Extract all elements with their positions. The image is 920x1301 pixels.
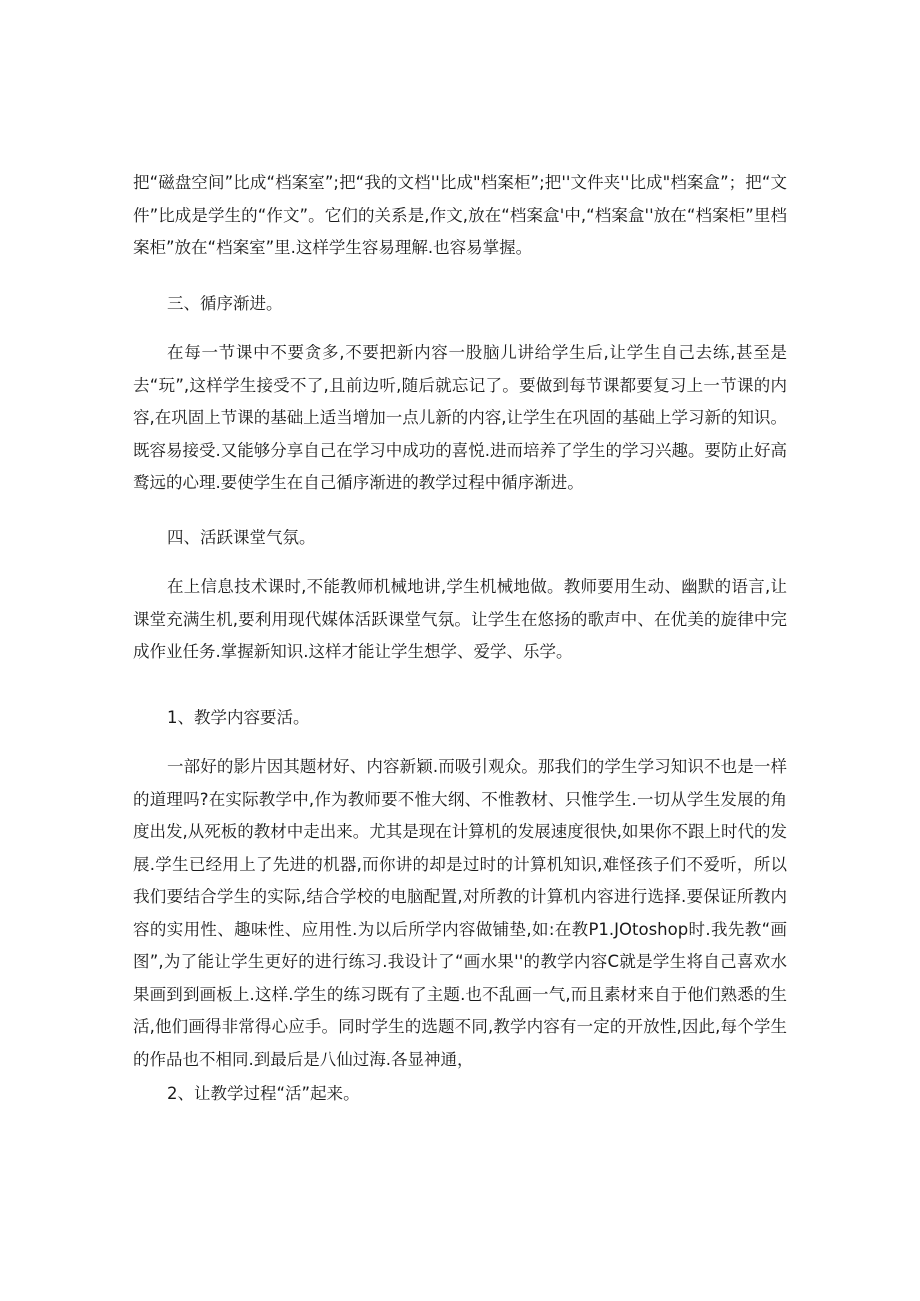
paragraph-lively-classroom: 在上信息技术课时,不能教师机械地讲,学生机械地做。教师要用生动、幽默的语言,让课堂充满生机,要利用现代媒体活跃课堂气氛。让学生在悠扬的歌声中、在优美的旋律中完成作业任务.掌握新知识.这样才能让学生想学、爱学、乐学。 [133, 577, 787, 661]
paragraph-step-by-step: 在每一节课中不要贪多,不要把新内容一股脑儿讲给学生后,让学生自己去练,甚至是去“玩”,这样学生接受不了,且前边听,随后就忘记了。要做到每节课都要复习上一节课的内容,在巩固上节课的基础上适当增加一点儿新的内容,让学生在巩固的基础上学习新的知识。既容易接受.又能够分享自己在学习中成功的喜悦.进而培养了学生的学习兴趣。要防止好高鹜远的心理.要使学生在自己循序渐进的教学过程中循序渐进。 [133, 343, 787, 492]
paragraph-folder-analogy: 把“磁盘空间”比成“档案室”;把“我的文档''比成"档案柜”;把''文件夹''比成"档案盒”；把“文件”比成是学生的“作文”。它们的关系是,作文,放在“档案盒'中,“档案盒''放在“档案柜”里档案柜”放在“档案室”里.这样学生容易理解.也容易掌握。 [133, 173, 787, 257]
heading-lively-classroom: 四、活跃课堂气氛。 [167, 528, 316, 547]
heading-lively-content: 1、教学内容要活。 [167, 708, 310, 727]
paragraph-lively-content: 一部好的影片因其题材好、内容新颖.而吸引观众。那我们的学生学习知识不也是一样的道理吗?在实际教学中,作为教师要不惟大纲、不惟教材、只惟学生.一切从学生发展的角度出发,从死板的教材中走出来。尤其是现在计算机的发展速度很快,如果你不跟上时代的发展.学生已经用上了先进的机器,而你讲的却是过时的计算机知识,难怪孩子们不爱听，所以我们要结合学生的实际,结合学校的电脑配置,对所教的计算机内容进行选择.要保证所教内容的实用性、趣味性、应用性.为以后所学内容做铺垫,如:在教P1.JOtoshop时.我先教“画图”,为了能让学生更好的进行练习.我设计了“画水果''的教学内容C就是学生将自己喜欢水果画到到画板上.这样.学生的练习既有了主题.也不乱画一气,而且素材来自于他们熟悉的生活,他们画得非常得心应手。同时学生的选题不同,教学内容有一定的开放性,因此,每个学生的作品也不相同.到最后是八仙过海.各显神通， [133, 757, 787, 1069]
heading-step-by-step: 三、循序渐进。 [167, 294, 283, 313]
heading-lively-process: 2、让教学过程“活”起来。 [167, 1084, 360, 1103]
